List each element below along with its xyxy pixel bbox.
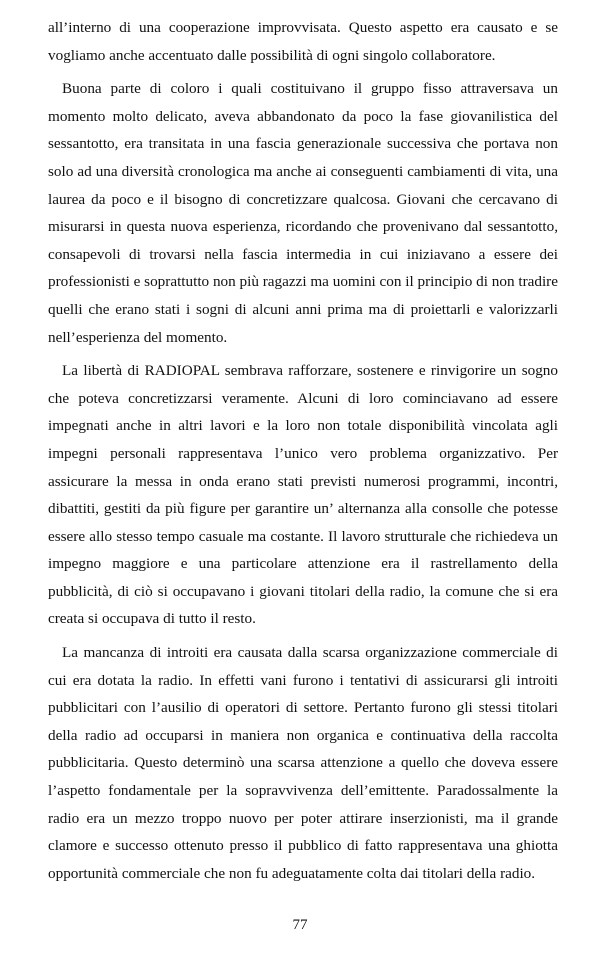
paragraph: La libertà di RADIOPAL sembrava rafforzare, sostenere e rinvigorire un sogno che poteva concretizzarsi veramente. Alcuni di loro cominciavano ad essere impegnati anche in altri lavori e la loro non totale disponibilità vincolata agli impegni personali rappresentava l’unico vero problema organizzativo. Per assicurare la messa in onda erano stati previsti numerosi programmi, incontri, dibattiti, gestiti da più figure per garantire un’ alternanza alla consolle che potesse essere allo stesso tempo casuale ma costante. Il lavoro strutturale che richiedeva un impegno maggiore e una particolare attenzione era il rastrellamento della pubblicità, di ciò si occupavano i giovani titolari della radio, la comune che si era creata si occupava di tutto il resto. [48, 362, 558, 628]
paragraph: Buona parte di coloro i quali costituivano il gruppo fisso attraversava un momento molto delicato, aveva abbandonato da poco la fase giovanilistica del sessantotto, era transitata in una fascia generazionale successiva che portava non solo ad una diversità cronologica ma anche ai conseguenti cambiamenti di vita, una laurea da poco e il bisogno di concretizzare qualcosa. Giovani che cercavano di misurarsi in questa nuova esperienza, ricordando che provenivano dal sessantotto, consapevoli di trovarsi nella fascia intermedia in cui iniziavano a essere dei professionisti e soprattutto non più ragazzi ma uomini con il principio di non tradire quelli che erano stati i sogni di alcuni anni prima ma di proiettarli e valorizzarli nell’esperienza del momento. [48, 80, 558, 346]
paragraph: La mancanza di introiti era causata dalla scarsa organizzazione commerciale di cui era dotata la radio. In effetti vani furono i tentativi di assicurarsi gli introiti pubblicitari con l’ausilio di operatori di settore. Pertanto furono gli stessi titolari della radio ad occuparsi in maniera non organica e continuativa della raccolta pubblicitaria. Questo determinò una scarsa attenzione a quello che doveva essere l’aspetto fondamentale per la sopravvivenza dell’emittente. Paradossalmente la radio era un mezzo troppo nuovo per poter attirare inserzionisti, ma il grande clamore e successo ottenuto presso il pubblico di fatto rappresentava una ghiotta opportunità commerciale che non fu adeguatamente colta dai titolari della radio. [48, 644, 558, 882]
page-number: 77 [292, 917, 308, 933]
paragraph-continued: all’interno di una cooperazione improvvisata. Questo aspetto era causato e se vogliamo anche accentuato dalle possibilità di ogni singolo collaboratore. [48, 19, 558, 64]
body-text [48, 14, 558, 893]
